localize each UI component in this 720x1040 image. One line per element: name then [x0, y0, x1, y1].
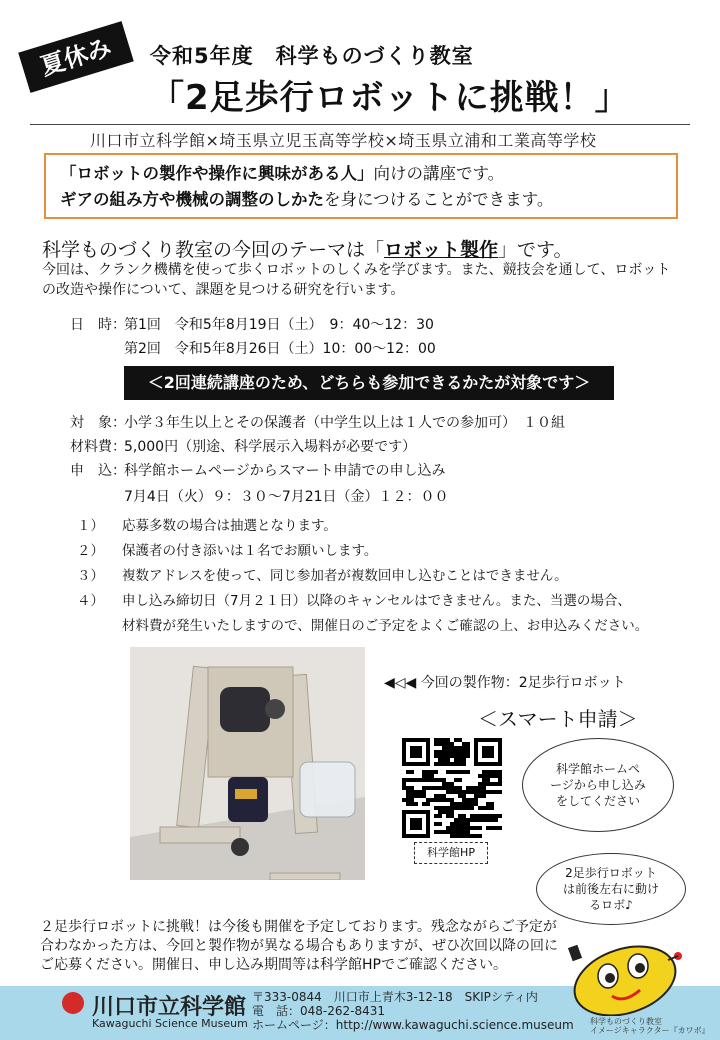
highlight-line2-rest: を身につけることができます。 [324, 190, 554, 209]
highlight-box [44, 153, 678, 219]
note-item: １） 応募多数の場合は抽選となります。 [77, 518, 337, 534]
smart-apply-heading: ＜スマート申請＞ [478, 707, 638, 731]
note-item: ３） 複数アドレスを使って、同じ参加者が複数回申し込むことはできません。 [77, 568, 568, 584]
theme-heading [42, 235, 573, 262]
highlight-line1-bold: 「ロボットの製作や操作に興味がある人」 [60, 164, 374, 183]
museum-logo-icon [62, 992, 84, 1014]
schedule-session2: 第2回 令和5年8月26日（土）10：00～12：00 [124, 341, 436, 357]
homepage-link[interactable]: ホームページ：http://www.kawaguchi.science.museum [252, 1018, 574, 1032]
summer-badge: 夏休み [18, 21, 134, 93]
title-divider [30, 124, 690, 125]
phone: 電 話：048-262-8431 [252, 1004, 386, 1018]
schedule-session1: 第1回 令和5年8月19日（土） 9：40～12：30 [124, 317, 434, 333]
footnote: ２足歩行ロボットに挑戦！は今後も開催を予定しております。残念ながらご予定が合わなかった方は、今回と製作物が異なる場合もありますが、ぜひ次回以降の回にご応募ください。開催日、申し込み期間等は科学館HPでご確認ください。 [40, 919, 558, 973]
schedule-label: 日 時： [70, 317, 126, 333]
note-item: 材料費が発生いたしますので、開催日のご予定をよくご確認の上、お申込みください。 [122, 618, 649, 634]
speech-bubble-robot [536, 853, 686, 925]
schedule-row-1 [70, 314, 434, 334]
note-item: ４） 申し込み締切日（7月２１日）以降のキャンセルはできません。また、当選の場合、 [77, 593, 631, 609]
notice-banner: ＜2回連続講座のため、どちらも参加できるかたが対象です＞ [124, 366, 614, 400]
theme-suffix: 」です。 [498, 239, 573, 261]
character-caption: 科学ものづくり教室 イメージキャラクター『カワボ』 [590, 1017, 710, 1035]
apply-value: 科学館ホームページからスマート申請での申し込み [124, 463, 446, 479]
partners-line: 川口市立科学館×埼玉県立児玉高等学校×埼玉県立浦和工業高等学校 [90, 131, 597, 150]
highlight-line1-rest: 向けの講座です。 [373, 164, 505, 183]
highlight-line2-bold: ギアの組み方や機械の調整のしかた [60, 190, 324, 209]
speech-bubble-apply [522, 738, 674, 832]
contact-info [252, 990, 574, 1032]
kawabo-character-icon [560, 926, 710, 1020]
intro-text: 今回は、クランク機構を使って歩くロボットのしくみを学びます。また、競技会を通して、ロボットの改造や操作について、課題を見つける研究を行います。 [42, 262, 671, 298]
note-item: ２） 保護者の付き添いは１名でお願いします。 [77, 543, 378, 559]
robot-photo [130, 647, 365, 880]
apply-period: 7月4日（火）９：３０～7月21日（金）１２：００ [124, 489, 449, 505]
museum-name-en: Kawaguchi Science Museum [92, 1017, 248, 1030]
apply-row [70, 460, 445, 480]
apply-label: 申 込： [70, 463, 126, 479]
event-subtitle: 令和5年度 科学ものづくり教室 [150, 44, 474, 68]
theme-prefix: 科学ものづくり教室の今回のテーマは「 [42, 239, 385, 261]
item-caption: ◀◁◀ 今回の製作物：2足歩行ロボット [384, 675, 626, 691]
bubble-robot-text: 2足歩行ロボットは前後左右に動けるロボ♪ [562, 866, 659, 912]
page-title: 「2足歩行ロボットに挑戦！」 [150, 78, 630, 118]
apply-period-row [124, 486, 449, 506]
qr-code[interactable] [402, 738, 502, 838]
theme-keyword: ロボット製作 [384, 239, 499, 261]
schedule-row-2 [124, 338, 436, 358]
fee-value: 5,000円（別途、科学展示入場料が必要です） [124, 439, 417, 455]
target-label: 対 象： [70, 415, 126, 431]
target-value: 小学３年生以上とその保護者（中学生以上は１人での参加可） １０組 [124, 415, 565, 431]
qr-label: 科学館HP [414, 842, 488, 864]
bubble-apply-text: 科学館ホームページから申し込みをしてください [550, 762, 646, 808]
museum-name-jp: 川口市立科学館 [92, 995, 247, 1020]
address: 〒333-0844 川口市上青木3-12-18 SKIPシティ内 [252, 990, 538, 1004]
fee-row [70, 436, 416, 456]
target-row [70, 412, 565, 432]
fee-label: 材料費： [70, 439, 126, 455]
